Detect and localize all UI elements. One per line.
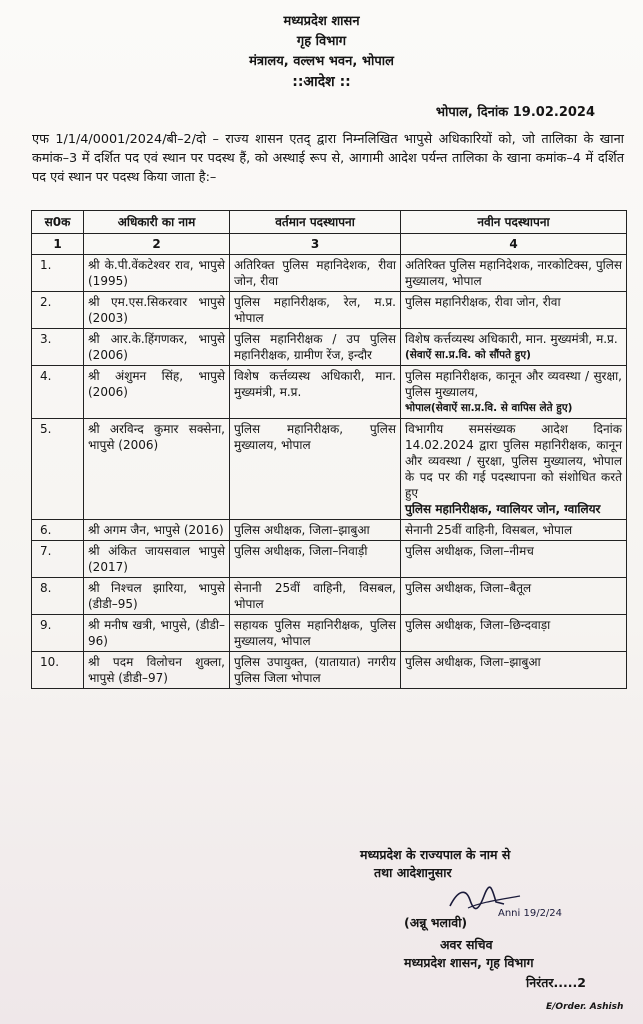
table-row <box>32 255 627 292</box>
current-posting: पुलिस उपायुक्त, (यातायात) नगरीय पुलिस जिला भोपाल <box>230 652 401 689</box>
new-posting-text: पुलिस महानिरीक्षक, कानून और व्यवस्था / सुरक्षा, पुलिस मुख्यालय, <box>405 369 622 399</box>
letterhead <box>0 12 643 92</box>
new-posting <box>401 255 627 292</box>
serial-number: 2. <box>32 292 84 329</box>
new-posting <box>401 329 627 366</box>
officer-name: श्री मनीष खत्री, भापुसे, (डीडी–96) <box>84 615 230 652</box>
column-number-row <box>32 234 627 255</box>
officer-name: श्री अगम जैन, भापुसे (2016) <box>84 520 230 541</box>
table-row <box>32 292 627 329</box>
officer-name: श्री आर.के.हिंगणकर, भापुसे (2006) <box>84 329 230 366</box>
new-posting <box>401 520 627 541</box>
col-header-officer-name: अधिकारी का नाम <box>84 211 230 234</box>
signatory-name: (अन्नू भलावी) <box>404 915 468 930</box>
table-row <box>32 520 627 541</box>
order-intro-paragraph: एफ 1/1/4/0001/2024/बी–2/दो – राज्य शासन एतद् द्वारा निम्नलिखित भापुसे अधिकारियों को, जो तालिका के खाना कमांक–3 में दर्शित पद एवं स्थान पर पदस्थ हैं, को अस्थाई रूप से, आगामी आदेश पर्यन्त तालिका के खाना कमांक–4 में दर्शित पद एवं स्थान पर पदस्थ किया जाता है:– <box>32 132 624 185</box>
new-posting <box>401 366 627 419</box>
col-header-serial: स0क <box>32 211 84 234</box>
new-posting <box>401 419 627 520</box>
serial-number: 9. <box>32 615 84 652</box>
current-posting: पुलिस अधीक्षक, जिला–झाबुआ <box>230 520 401 541</box>
new-posting <box>401 292 627 329</box>
serial-number: 8. <box>32 578 84 615</box>
col-number: 3 <box>230 234 401 255</box>
new-posting-highlight: पुलिस महानिरीक्षक, ग्वालियर जोन, ग्वालियर <box>405 502 601 516</box>
officer-name: श्री अंकित जायसवाल भापुसे (2017) <box>84 541 230 578</box>
e-order-note: E/Order. Ashish <box>546 1002 624 1012</box>
table-row <box>32 366 627 419</box>
serial-number: 4. <box>32 366 84 419</box>
serial-number: 1. <box>32 255 84 292</box>
current-posting: पुलिस महानिरीक्षक, पुलिस मुख्यालय, भोपाल <box>230 419 401 520</box>
continued-marker: निरंतर.....2 <box>526 975 586 990</box>
officer-name: श्री एम.एस.सिकरवार भापुसे (2003) <box>84 292 230 329</box>
current-posting: अतिरिक्त पुलिस महानिदेशक, रीवा जोन, रीवा <box>230 255 401 292</box>
new-posting-text: पुलिस अधीक्षक, जिला–बैतूल <box>405 581 532 595</box>
new-posting <box>401 652 627 689</box>
new-posting <box>401 578 627 615</box>
new-posting-note: (सेवाऐं सा.प्र.वि. को सौंपते हुए) <box>405 349 531 361</box>
current-posting: सहायक पुलिस महानिरीक्षक, पुलिस मुख्यालय, भोपाल <box>230 615 401 652</box>
signatory-designation: अवर सचिव <box>440 937 493 952</box>
department-name: गृह विभाग <box>296 34 347 49</box>
new-posting <box>401 541 627 578</box>
authority-line <box>360 846 510 882</box>
table-header-row <box>32 211 627 234</box>
serial-number: 3. <box>32 329 84 366</box>
officer-name: श्री अरविन्द कुमार सक्सेना, भापुसे (2006) <box>84 419 230 520</box>
office-address: मंत्रालय, वल्लभ भवन, भोपाल <box>249 54 394 69</box>
table-row <box>32 652 627 689</box>
col-number: 1 <box>32 234 84 255</box>
new-posting-text: अतिरिक्त पुलिस महानिदेशक, नारकोटिक्स, पुलिस मुख्यालय, भोपाल <box>405 258 622 288</box>
serial-number: 5. <box>32 419 84 520</box>
serial-number: 6. <box>32 520 84 541</box>
new-posting-text: पुलिस अधीक्षक, जिला–झाबुआ <box>405 655 541 669</box>
serial-number: 10. <box>32 652 84 689</box>
table-row <box>32 419 627 520</box>
current-posting: विशेष कर्त्तव्यस्थ अधिकारी, मान. मुख्यमंत्री, म.प्र. <box>230 366 401 419</box>
new-posting-text: पुलिस महानिरीक्षक, रीवा जोन, रीवा <box>405 295 561 309</box>
officer-name: श्री अंशुमन सिंह, भापुसे (2006) <box>84 366 230 419</box>
table-row <box>32 329 627 366</box>
table-row <box>32 541 627 578</box>
col-number: 2 <box>84 234 230 255</box>
new-posting-text: पुलिस अधीक्षक, जिला–छिन्दवाड़ा <box>405 618 551 632</box>
officer-name: श्री निश्चल झारिया, भापुसे (डीडी–95) <box>84 578 230 615</box>
new-posting <box>401 615 627 652</box>
current-posting: पुलिस महानिरीक्षक, रेल, म.प्र. भोपाल <box>230 292 401 329</box>
place-date: भोपाल, दिनांक 19.02.2024 <box>435 105 595 120</box>
government-name: मध्यप्रदेश शासन <box>283 14 360 29</box>
current-posting: पुलिस महानिरीक्षक / उप पुलिस महानिरीक्षक, ग्रामीण रेंज, इन्दौर <box>230 329 401 366</box>
table-row <box>32 578 627 615</box>
table-row <box>32 615 627 652</box>
order-line: तथा आदेशानुसार <box>374 865 452 880</box>
signatory-department: मध्यप्रदेश शासन, गृह विभाग <box>404 955 534 970</box>
officer-name: श्री के.पी.वेंकटेश्वर राव, भापुसे (1995) <box>84 255 230 292</box>
new-posting-text: विभागीय समसंख्यक आदेश दिनांक 14.02.2024 द्वारा पुलिस महानिरीक्षक, कानून और व्यवस्था / सुरक्षा, पुलिस मुख्यालय, भोपाल के पद पर की गई पदस्थापना को संशोधित करते हुए <box>405 422 622 500</box>
officer-name: श्री पदम विलोचन शुक्ला, भापुसे (डीडी–97) <box>84 652 230 689</box>
col-header-current-posting: वर्तमान पदस्थापना <box>230 211 401 234</box>
current-posting: सेनानी 25वीं वाहिनी, विसबल, भोपाल <box>230 578 401 615</box>
governor-name-line: मध्यप्रदेश के राज्यपाल के नाम से <box>360 847 511 862</box>
new-posting-text: पुलिस अधीक्षक, जिला–नीमच <box>405 544 534 558</box>
serial-number: 7. <box>32 541 84 578</box>
new-posting-text: विशेष कर्त्तव्यस्थ अधिकारी, मान. मुख्यमंत्री, म.प्र. <box>405 332 618 346</box>
col-number: 4 <box>401 234 627 255</box>
posting-table <box>31 210 627 689</box>
new-posting-note: भोपाल(सेवाऐं सा.प्र.वि. से वापिस लेते हुए) <box>405 402 573 414</box>
new-posting-text: सेनानी 25वीं वाहिनी, विसबल, भोपाल <box>405 523 573 537</box>
current-posting: पुलिस अधीक्षक, जिला–निवाड़ी <box>230 541 401 578</box>
signature-date: Anni 19/2/24 <box>498 908 563 919</box>
col-header-new-posting: नवीन पदस्थापना <box>401 211 627 234</box>
order-heading: ::आदेश :: <box>292 74 351 90</box>
